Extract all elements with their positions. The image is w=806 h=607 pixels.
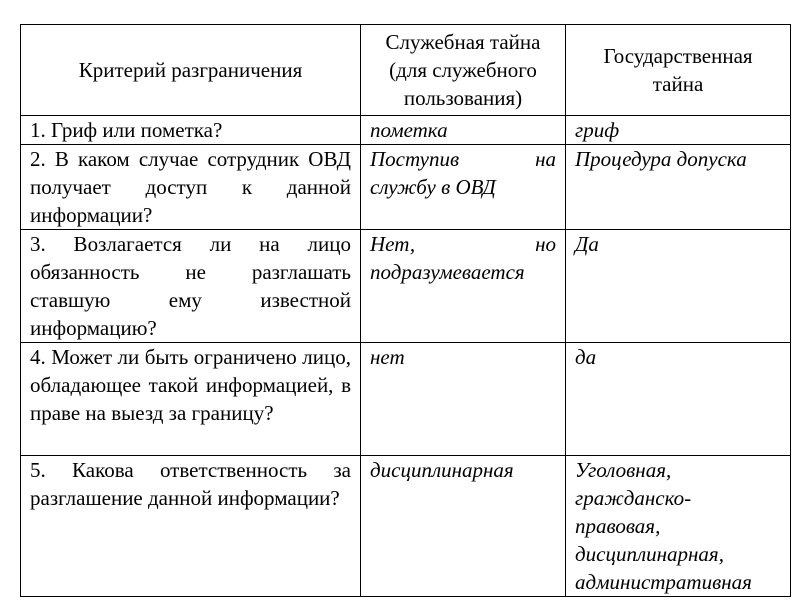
table-row (21, 116, 791, 145)
table-row (21, 343, 791, 456)
header-service-secret (361, 25, 566, 116)
criterion-cell: 3. Возлагается ли на лицо обязанность не разглашать ставшую ему известной информацию? (21, 230, 361, 343)
header-state-secret (566, 25, 791, 116)
header-state-secret-line: Государственная (603, 44, 753, 68)
state-secret-line: административная (575, 570, 752, 594)
service-secret-cell: пометка (361, 116, 566, 145)
header-state-secret-line: тайна (652, 72, 704, 96)
state-secret-line: гражданско- (575, 486, 692, 510)
criterion-cell: 1. Гриф или пометка? (21, 116, 361, 145)
service-secret-cell: Поступив на службу в ОВД (361, 145, 566, 230)
header-service-secret-line: пользования) (403, 86, 523, 110)
table-row (21, 456, 791, 597)
state-secret-cell: Процедура допуска (566, 145, 791, 230)
state-secret-cell: да (566, 343, 791, 456)
header-criterion: Критерий разграничения (21, 25, 361, 116)
table-row (21, 230, 791, 343)
state-secret-line: дисциплинарная, (575, 542, 724, 566)
service-secret-cell: дисциплинарная (361, 456, 566, 597)
criteria-table (20, 24, 791, 597)
service-secret-cell: нет (361, 343, 566, 456)
state-secret-cell (566, 456, 791, 597)
state-secret-cell: гриф (566, 116, 791, 145)
table-row (21, 145, 791, 230)
header-service-secret-line: (для служебного (389, 58, 537, 82)
criterion-cell: 4. Может ли быть ограничено лицо, обладающее такой информацией, в праве на выезд за границу? (21, 343, 361, 456)
table-header-row (21, 25, 791, 116)
state-secret-line: Уголовная, (575, 458, 672, 482)
criterion-cell: 5. Какова ответственность за разглашение данной информации? (21, 456, 361, 597)
state-secret-line: правовая, (575, 514, 661, 538)
state-secret-cell: Да (566, 230, 791, 343)
criterion-cell: 2. В каком случае сотрудник ОВД получает доступ к данной информации? (21, 145, 361, 230)
service-secret-cell: Нет, но подразумевается (361, 230, 566, 343)
header-service-secret-line: Служебная тайна (385, 30, 541, 54)
